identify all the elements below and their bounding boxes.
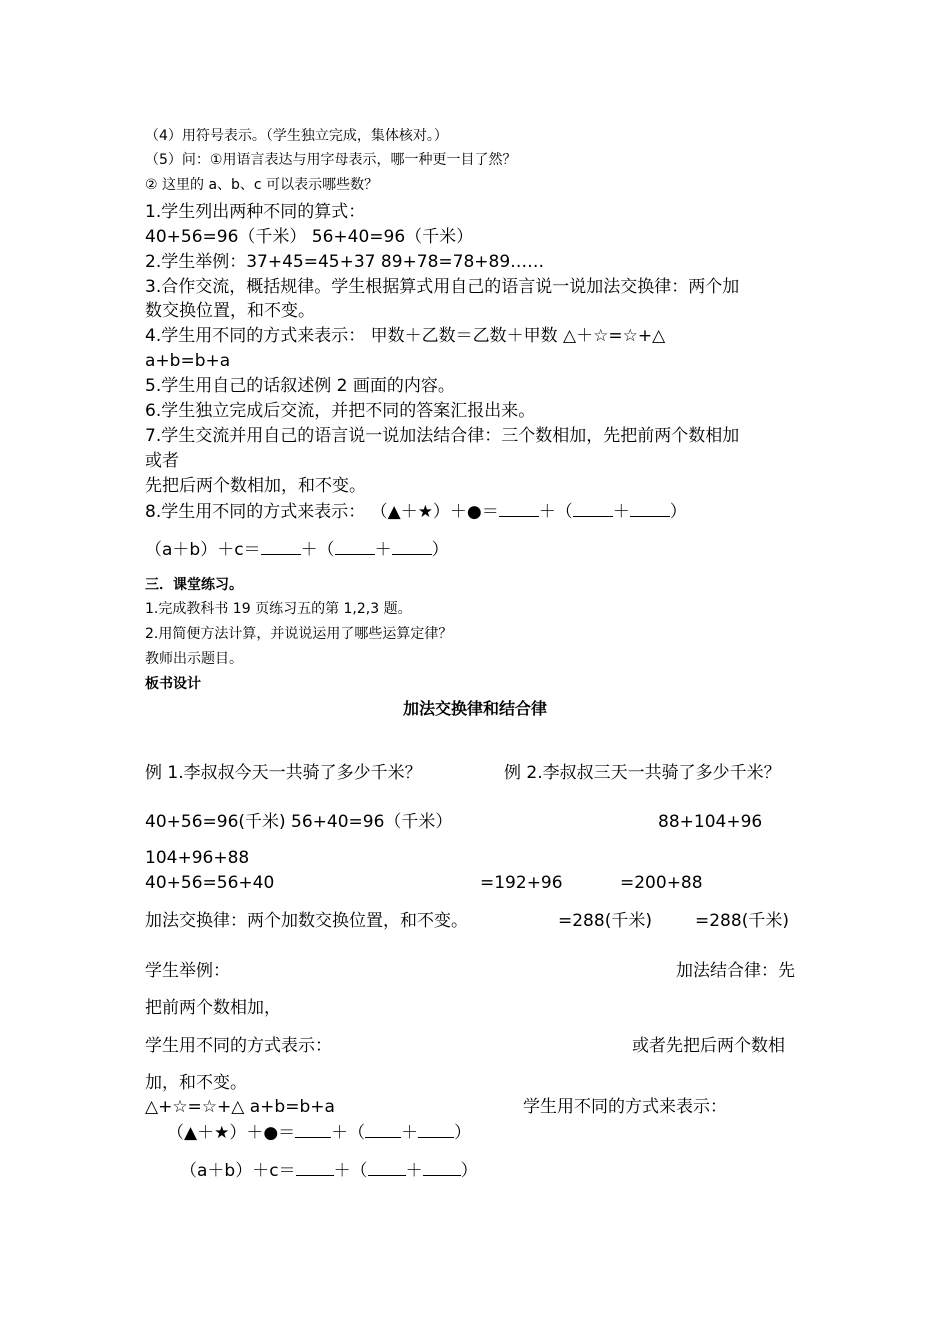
symbol-equations: △+☆=☆+△ a+b=b+a bbox=[145, 1097, 335, 1117]
step-9-plus: ＋（ bbox=[300, 540, 335, 560]
blank-field bbox=[335, 539, 375, 555]
different-ways-2: 学生用不同的方式来表示： bbox=[523, 1097, 727, 1117]
blank-field bbox=[261, 539, 301, 555]
associative-law-line-2: 把前两个数相加， bbox=[145, 998, 281, 1018]
formula-1-close: ） bbox=[454, 1123, 472, 1143]
formula-2-prefix: （a＋b）＋c＝ bbox=[180, 1161, 296, 1181]
step-1-equations: 40+56=96（千米） 56+40=96（千米） bbox=[145, 227, 474, 247]
step-9-prefix: （a＋b）＋c＝ bbox=[145, 540, 261, 560]
example-1: 例 1.李叔叔今天一共骑了多少千米？ bbox=[145, 763, 422, 783]
board-formula-2 bbox=[180, 1160, 478, 1181]
associative-law-line-1: 加法结合律：先 bbox=[676, 961, 795, 981]
blank-field bbox=[295, 1122, 331, 1138]
intro-line-2: （5）问：①用语言表达与用字母表示，哪一种更一目了然？ bbox=[145, 152, 517, 168]
commutative-law: 加法交换律：两个加数交换位置，和不变。 bbox=[145, 911, 468, 931]
step-2: 2.学生举例：37+45=45+37 89+78=78+89…… bbox=[145, 252, 545, 272]
practice-item-2: 2.用简便方法计算，并说说运用了哪些运算定律？ bbox=[145, 626, 453, 642]
step-3-line-2: 数交换位置，和不变。 bbox=[145, 301, 315, 321]
step-5: 5.学生用自己的话叙述例 2 画面的内容。 bbox=[145, 376, 455, 396]
example-2: 例 2.李叔叔三天一共骑了多少千米？ bbox=[504, 763, 781, 783]
formula-1-prefix: （▲＋★）＋●＝ bbox=[167, 1123, 296, 1143]
result-2: =288(千米) bbox=[695, 911, 789, 931]
blank-field bbox=[365, 1122, 401, 1138]
formula-2-mid: ＋ bbox=[405, 1161, 423, 1181]
board-title: 加法交换律和结合律 bbox=[402, 699, 547, 718]
step-8-close: ） bbox=[669, 502, 687, 522]
practice-item-1: 1.完成教科书 19 页练习五的第 1,2,3 题。 bbox=[145, 601, 412, 617]
board-equation-2: 88+104+96 bbox=[658, 812, 763, 832]
blank-field bbox=[423, 1160, 461, 1176]
step-7-line-1: 7.学生交流并用自己的语言说一说加法结合律：三个数相加，先把前两个数相加 bbox=[145, 426, 740, 446]
step-9-close: ） bbox=[431, 540, 449, 560]
different-ways: 学生用不同的方式表示： bbox=[145, 1036, 332, 1056]
or-line-2: 加，和不变。 bbox=[145, 1073, 247, 1093]
blank-field bbox=[573, 501, 613, 517]
step-1: 1.学生列出两种不同的算式： bbox=[145, 202, 366, 222]
formula-2-plus: ＋（ bbox=[333, 1161, 368, 1181]
practice-item-3: 教师出示题目。 bbox=[145, 651, 243, 667]
formula-1-mid: ＋ bbox=[401, 1123, 419, 1143]
blank-field bbox=[368, 1160, 406, 1176]
blank-field bbox=[392, 539, 432, 555]
step-8-mid: ＋ bbox=[612, 502, 630, 522]
intro-line-3: ② 这里的 a、b、c 可以表示哪些数？ bbox=[145, 177, 379, 193]
step-9 bbox=[145, 539, 449, 560]
student-examples: 学生举例： bbox=[145, 961, 230, 981]
step-7-line-3: 先把后两个数相加，和不变。 bbox=[145, 476, 366, 496]
step-9-mid: ＋ bbox=[374, 540, 392, 560]
or-line-1: 或者先把后两个数相 bbox=[632, 1036, 785, 1056]
board-equation-5: =192+96 bbox=[480, 873, 563, 893]
formula-1-plus: ＋（ bbox=[331, 1123, 366, 1143]
blank-field bbox=[418, 1122, 454, 1138]
board-design-heading: 板书设计 bbox=[145, 676, 201, 692]
intro-line-1: （4）用符号表示。（学生独立完成，集体核对。） bbox=[145, 128, 448, 144]
blank-field bbox=[630, 501, 670, 517]
result-1: =288(千米) bbox=[558, 911, 652, 931]
board-equation-3: 104+96+88 bbox=[145, 848, 250, 868]
step-4-line-1: 4.学生用不同的方式来表示： 甲数＋乙数＝乙数＋甲数 △＋☆=☆+△ bbox=[145, 326, 666, 346]
practice-heading: 三．课堂练习。 bbox=[145, 577, 243, 593]
step-8-plus: ＋（ bbox=[538, 502, 573, 522]
step-7-line-2: 或者 bbox=[145, 451, 179, 471]
board-equation-6: =200+88 bbox=[620, 873, 703, 893]
step-6: 6.学生独立完成后交流，并把不同的答案汇报出来。 bbox=[145, 401, 536, 421]
formula-2-close: ） bbox=[460, 1161, 478, 1181]
step-4-line-2: a+b=b+a bbox=[145, 351, 231, 371]
step-3-line-1: 3.合作交流，概括规律。学生根据算式用自己的语言说一说加法交换律：两个加 bbox=[145, 277, 740, 297]
blank-field bbox=[296, 1160, 334, 1176]
step-8-prefix: 8.学生用不同的方式来表示： （▲＋★）＋●＝ bbox=[145, 502, 499, 522]
board-equation-4: 40+56=56+40 bbox=[145, 873, 275, 893]
step-8 bbox=[145, 501, 687, 522]
board-formula-1 bbox=[167, 1122, 471, 1143]
board-equation-1: 40+56=96(千米) 56+40=96（千米） bbox=[145, 812, 453, 832]
blank-field bbox=[499, 501, 539, 517]
